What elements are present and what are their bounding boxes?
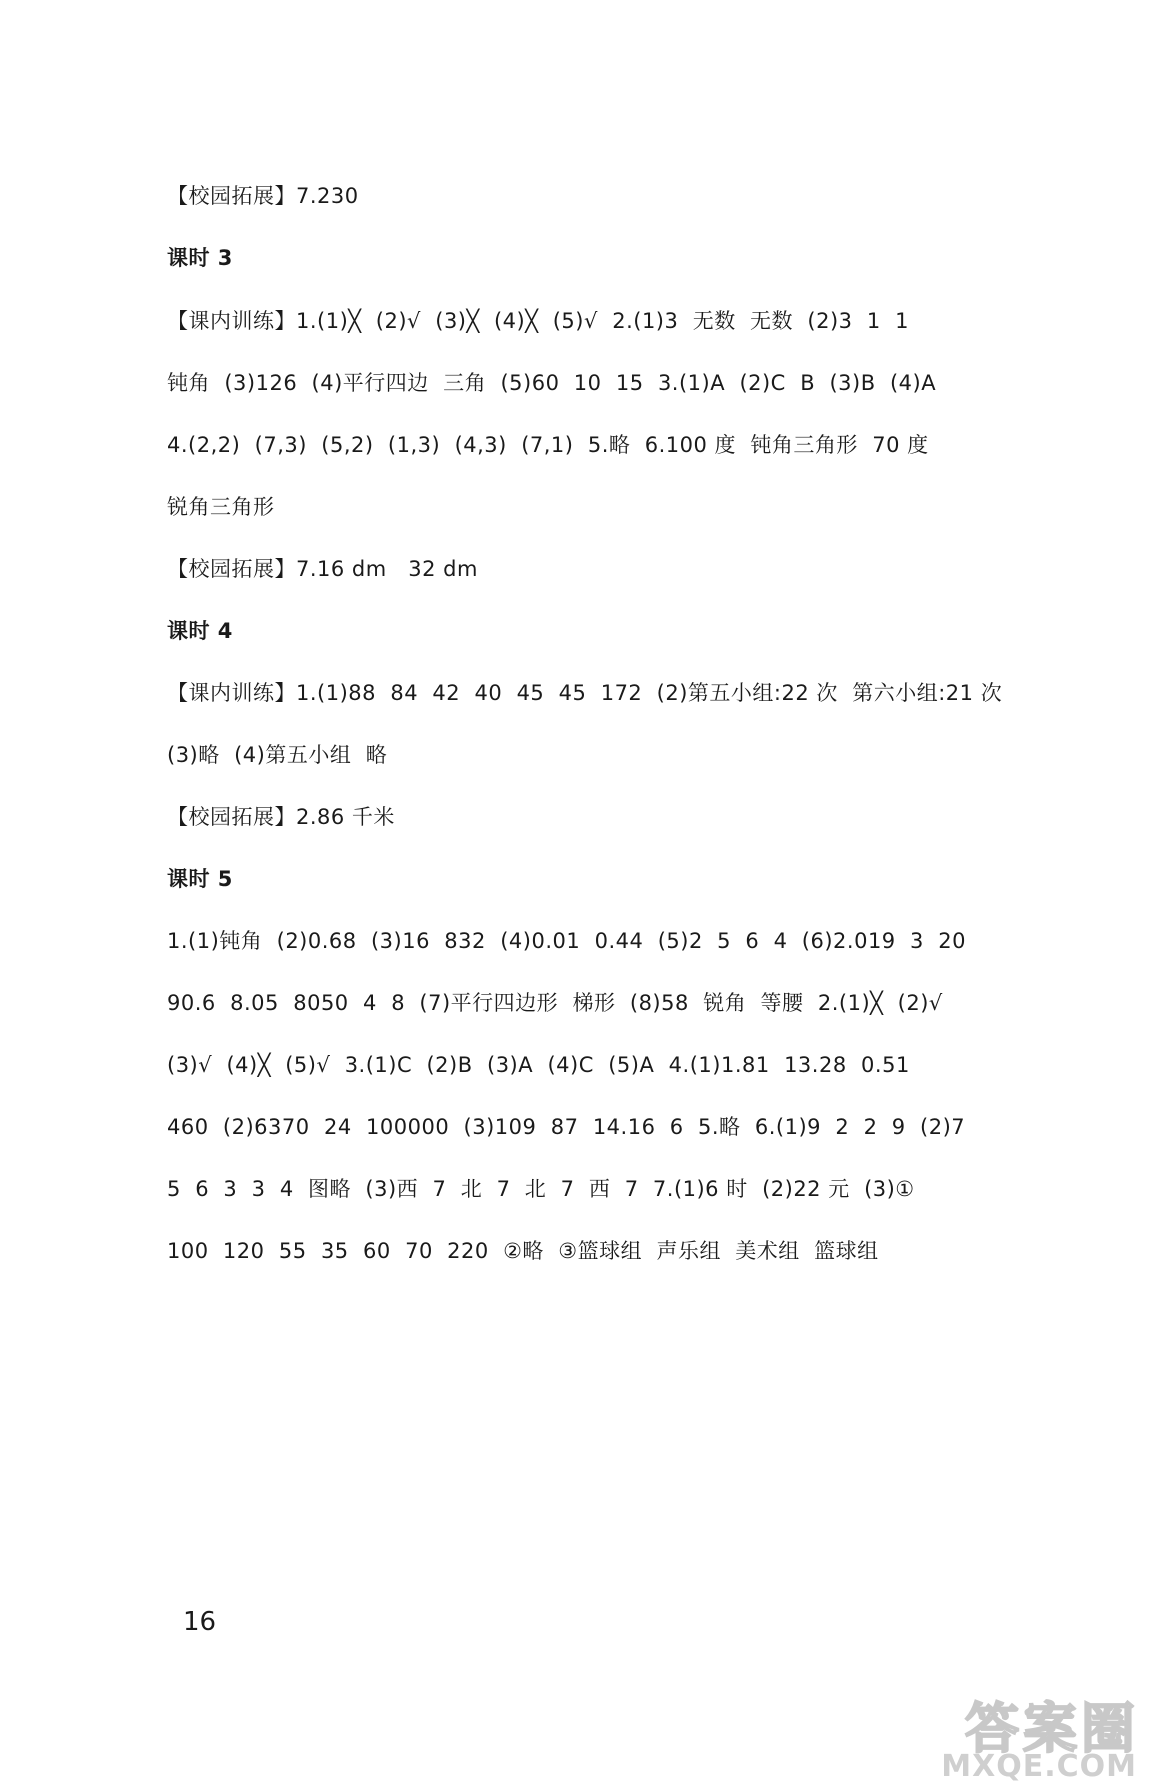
line-17: 5 6 3 3 4 图略 (3)西 7 北 7 北 7 西 7 7.(1)6 时 (2)22 元 (3)① xyxy=(167,1177,915,1201)
line-13: 1.(1)钝角 (2)0.68 (3)16 832 (4)0.01 0.44 (5)2 5 6 4 (6)2.019 3 20 xyxy=(167,929,966,953)
line-18: 100 120 55 35 60 70 220 ②略 ③篮球组 声乐组 美术组 篮球组 xyxy=(167,1239,879,1263)
line-15: (3)√ (4)╳ (5)√ 3.(1)C (2)B (3)A (4)C (5)A 4.(1)1.81 13.28 0.51 xyxy=(167,1053,910,1077)
line-9-in-class-training: 【课内训练】1.(1)88 84 42 40 45 45 172 (2)第五小组:22 次 第六小组:21 次 xyxy=(167,681,1003,705)
watermark-logo-text: 答案圈 xyxy=(965,1697,1139,1760)
line-11-campus-extension: 【校园拓展】2.86 千米 xyxy=(167,805,395,829)
heading-lesson-5: 课时 5 xyxy=(167,867,233,891)
line-5: 4.(2,2) (7,3) (5,2) (1,3) (4,3) (7,1) 5.略 6.100 度 钝角三角形 70 度 xyxy=(167,433,929,457)
line-7-campus-extension: 【校园拓展】7.16 dm 32 dm xyxy=(167,557,478,581)
heading-lesson-4: 课时 4 xyxy=(167,619,233,643)
line-16: 460 (2)6370 24 100000 (3)109 87 14.16 6 5.略 6.(1)9 2 2 9 (2)7 xyxy=(167,1115,966,1139)
page-number: 16 xyxy=(183,1607,217,1637)
line-4: 钝角 (3)126 (4)平行四边 三角 (5)60 10 15 3.(1)A (2)C B (3)B (4)A xyxy=(167,371,937,395)
heading-lesson-3: 课时 3 xyxy=(167,246,233,270)
line-6: 锐角三角形 xyxy=(167,495,275,519)
line-3-in-class-training: 【课内训练】1.(1)╳ (2)√ (3)╳ (4)╳ (5)√ 2.(1)3 无数 无数 (2)3 1 1 xyxy=(167,309,909,333)
line-14: 90.6 8.05 8050 4 8 (7)平行四边形 梯形 (8)58 锐角 等腰 2.(1)╳ (2)√ xyxy=(167,991,943,1015)
watermark-url: MXQE.COM xyxy=(941,1749,1137,1784)
line-10: (3)略 (4)第五小组 略 xyxy=(167,743,388,767)
line-1-campus-extension: 【校园拓展】7.230 xyxy=(167,184,359,208)
watermark xyxy=(903,1686,1143,1786)
